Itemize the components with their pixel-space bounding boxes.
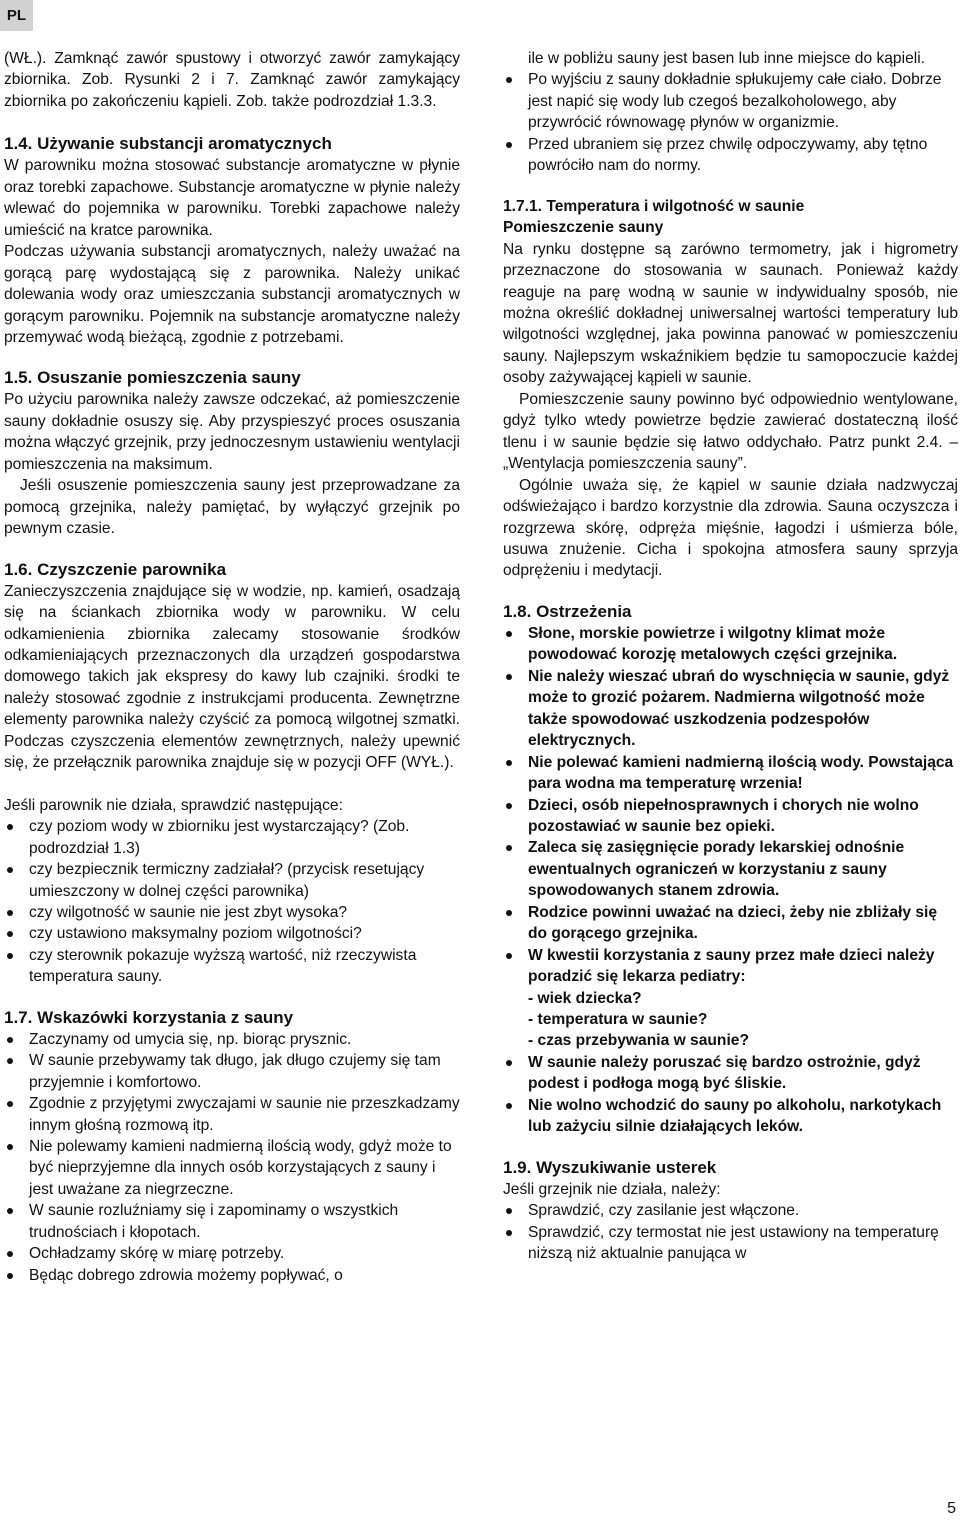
list-item: czy wilgotność w saunie nie jest zbyt wysoka? bbox=[4, 902, 460, 923]
warning-item: Rodzice powinni uważać na dzieci, żeby nie zbliżały się do gorącego grzejnika. bbox=[503, 902, 958, 945]
list-item: Będąc dobrego zdrowia możemy popływać, o bbox=[4, 1265, 460, 1286]
warning-item: Zalecа się zasięgnięcie porady lekarskiej odnośnie ewentualnych ograniczeń w korzystaniu z sauny spowodowanych stanem zdrowia. bbox=[503, 837, 958, 901]
language-badge: PL bbox=[0, 0, 33, 31]
paragraph: Na rynku dostępne są zarówno termometry, jak i higrometry przeznaczone do stosowania w saunach. Ponieważ każdy reaguje na parę wodną w saunie w indywidualny sposób, nie można określić dokładnej uniwersalnej wartości temperatury lub wilgotności względnej, jaka powinna panować w pomieszczeniu sauny. Najlepszym wskaźnikiem będzie tu samopoczucie każdej osoby zażywającej kąpieli w saunie. bbox=[503, 240, 958, 387]
list-item: czy ustawiono maksymalny poziom wilgotności? bbox=[4, 923, 460, 944]
paragraph: Po użyciu parownika należy zawsze odczekać, aż pomieszczenie sauny dokładnie osuszy się. Aby przyspieszyć proces osuszania można włączyć grzejnik, przy jednoczesnym ustawieniu wentylacji pomieszczenia na maksimum. bbox=[4, 391, 460, 473]
list-item: Przed ubraniem się przez chwilę odpoczywamy, aby tętno powróciło nam do normy. bbox=[503, 134, 958, 177]
section-heading-1-5: 1.5. Osuszanie pomieszczenia sauny bbox=[4, 368, 301, 388]
paragraph: Pomieszczenie sauny powinno być odpowiednio wentylowane, gdyż tylko wtedy powietrze będzie zawierać dostateczną ilość tlenu i w saunie będzie się łatwo oddychało. Patrz punkt 2.4. – „Wentylacja pomieszczenia sauny”. bbox=[503, 390, 958, 473]
list-item: Zgodnie z przyjętymi zwyczajami w saunie nie przeszkadzamy innym głośną rozmową itp. bbox=[4, 1093, 460, 1136]
subheading: Pomieszczenie sauny bbox=[503, 219, 664, 237]
sub-item: - czas przebywania w saunie? bbox=[528, 1032, 749, 1050]
tips-list bbox=[4, 1029, 460, 1286]
warning-item: Słone, morskie powietrze i wilgotny klimat może powodować korozję metalowych części grzejnika. bbox=[503, 623, 958, 666]
section-heading-1-8: 1.8. Ostrzeżenia bbox=[503, 601, 632, 621]
page-number: 5 bbox=[947, 1500, 956, 1517]
list-item: Nie polewamy kamieni nadmierną ilością wody, gdyż może to być nieprzyjemne dla innych osób korzystających z sauny i jest uważane za niegrzeczne. bbox=[4, 1136, 460, 1200]
list-item: Zaczynamy od umycia się, np. biorąc prysznic. bbox=[4, 1029, 460, 1050]
section-heading-1-9: 1.9. Wyszukiwanie usterek bbox=[503, 1157, 717, 1177]
troubleshooting-list bbox=[503, 1200, 958, 1264]
section-heading-1-4: 1.4. Używanie substancji aromatycznych bbox=[4, 134, 332, 154]
list-item: Sprawdzić, czy termostat nie jest ustawiony na temperaturę niższą niż aktualnie panująca w bbox=[503, 1222, 958, 1265]
checklist bbox=[4, 816, 460, 988]
warning-text: W kwestii korzystania z sauny przez małe dzieci należy poradzić się lekarza pediatry: bbox=[528, 946, 935, 986]
right-column bbox=[503, 48, 958, 1265]
warning-item: Nie wolno wchodzić do sauny po alkoholu, narkotykach lub zażyciu silnie działających leków. bbox=[503, 1095, 958, 1138]
list-item: W saunie przebywamy tak długo, jak długo czujemy się tam przyjemnie i komfortowo. bbox=[4, 1050, 460, 1093]
list-item: Po wyjściu z sauny dokładnie spłukujemy całe ciało. Dobrze jest napić się wody lub czegoś bezalkoholowego, aby przywrócić równowagę płynów w organizmie. bbox=[503, 69, 958, 133]
paragraph: Jeśli osuszenie pomieszczenia sauny jest przeprowadzane za pomocą grzejnika, należy pamiętać, by wyłączyć grzejnik po pewnym czasie. bbox=[4, 477, 460, 538]
paragraph: (WŁ.). Zamknąć zawór spustowy i otworzyć zawór zamykający zbiornika. Zob. Rysunki 2 i 7. Zamknąć zawór zamykający zbiornika po zakończeniu kąpieli. Zob. także podrozdział 1.3.3. bbox=[4, 50, 460, 110]
sub-item: - wiek dziecka? bbox=[528, 989, 642, 1007]
left-column bbox=[4, 48, 460, 1286]
paragraph: Ogólnie uważa się, że kąpiel w saunie działa nadzwyczaj odświeżająco i bardzo korzystnie dla zdrowia. Sauna oczyszcza i rozgrzewa skórę, odpręża mięśnie, łagodzi i uśmierza bóle, usuwa znużenie. Cicha i spokojna atmosfera sauny sprzyja odprężeniu i medytacji. bbox=[503, 476, 958, 580]
list-item: czy bezpiecznik termiczny zadziałał? (przycisk resetujący umieszczony w dolnej części parownika) bbox=[4, 859, 460, 902]
paragraph: W parowniku można stosować substancje aromatyczne w płynie oraz torebki zapachowe. Substancje aromatyczne w płynie należy wlewać do pojemnika w parowniku. Torebki zapachowe należy umieścić na kratce parownika. bbox=[4, 157, 460, 239]
paragraph: Jeśli parownik nie działa, sprawdzić następujące: bbox=[4, 796, 343, 814]
list-item: Ochładzamy skórę w miarę potrzeby. bbox=[4, 1243, 460, 1264]
tips-list-continued bbox=[503, 48, 958, 177]
list-item: W saunie rozluźniamy się i zapominamy o wszystkich trudnościach i kłopotach. bbox=[4, 1200, 460, 1243]
list-item: Sprawdzić, czy zasilanie jest włączone. bbox=[503, 1200, 958, 1221]
warnings-list bbox=[503, 623, 958, 1138]
section-heading-1-7-1: 1.7.1. Temperatura i wilgotność w saunie bbox=[503, 197, 805, 215]
paragraph: Zanieczyszczenia znajdujące się w wodzie, np. kamień, osadzają się na ściankach zbiornika wody w parowniku. W celu odkamienienia zbiornika zalecamy stosowanie środków odkamieniających przeznaczonych dla urządzeń gospodarstwa domowego takich jak ekspresy do kawy lub czajniki. środki te należy stosować zgodnie z instrukcjami producenta. Zewnętrzne elementy parownika należy czyścić za pomocą wilgotnej szmatki. Podczas czyszczenia elementów zewnętrznych, należy upewnić się, że przełącznik parownika znajduje się w pozycji OFF (WYŁ.). bbox=[4, 582, 460, 772]
list-item: czy poziom wody w zbiorniku jest wystarczający? (Zob. podrozdział 1.3) bbox=[4, 816, 460, 859]
list-item-continued: ile w pobliżu sauny jest basen lub inne miejsce do kąpieli. bbox=[528, 50, 926, 67]
list-item: czy sterownik pokazuje wyższą wartość, niż rzeczywista temperatura sauny. bbox=[4, 945, 460, 988]
warning-item: W saunie należy poruszać się bardzo ostrożnie, gdyż podest i podłoga mogą być śliskie. bbox=[503, 1052, 958, 1095]
section-heading-1-6: 1.6. Czyszczenie parownika bbox=[4, 559, 227, 579]
sub-item: - temperatura w saunie? bbox=[528, 1011, 708, 1029]
warning-item: Dzieci, osób niepełnosprawnych i chorych nie wolno pozostawiać w saunie bez opieki. bbox=[503, 795, 958, 838]
warning-item: Nie należy wieszać ubrań do wyschnięcia w saunie, gdyż może to grozić pożarem. Nadmierna wilgotność może także spowodować uszkodzenia podzespołów elektrycznych. bbox=[503, 666, 958, 752]
warning-item bbox=[503, 945, 958, 1052]
warning-item: Nie polewać kamieni nadmierną ilością wody. Powstająca para wodna ma temperaturę wrzenia! bbox=[503, 752, 958, 795]
paragraph: Jeśli grzejnik nie działa, należy: bbox=[503, 1180, 721, 1198]
section-heading-1-7: 1.7. Wskazówki korzystania z sauny bbox=[4, 1007, 294, 1027]
paragraph: Podczas używania substancji aromatycznych, należy uważać na gorącą parę wydostającą się z parownika. Należy unikać dolewania wody oraz umieszczania substancji aromatycznych w gorącym parowniku. Pojemnik na substancje aromatyczne należy przemywać wodą bieżącą, zgodnie z potrzebami. bbox=[4, 243, 460, 346]
